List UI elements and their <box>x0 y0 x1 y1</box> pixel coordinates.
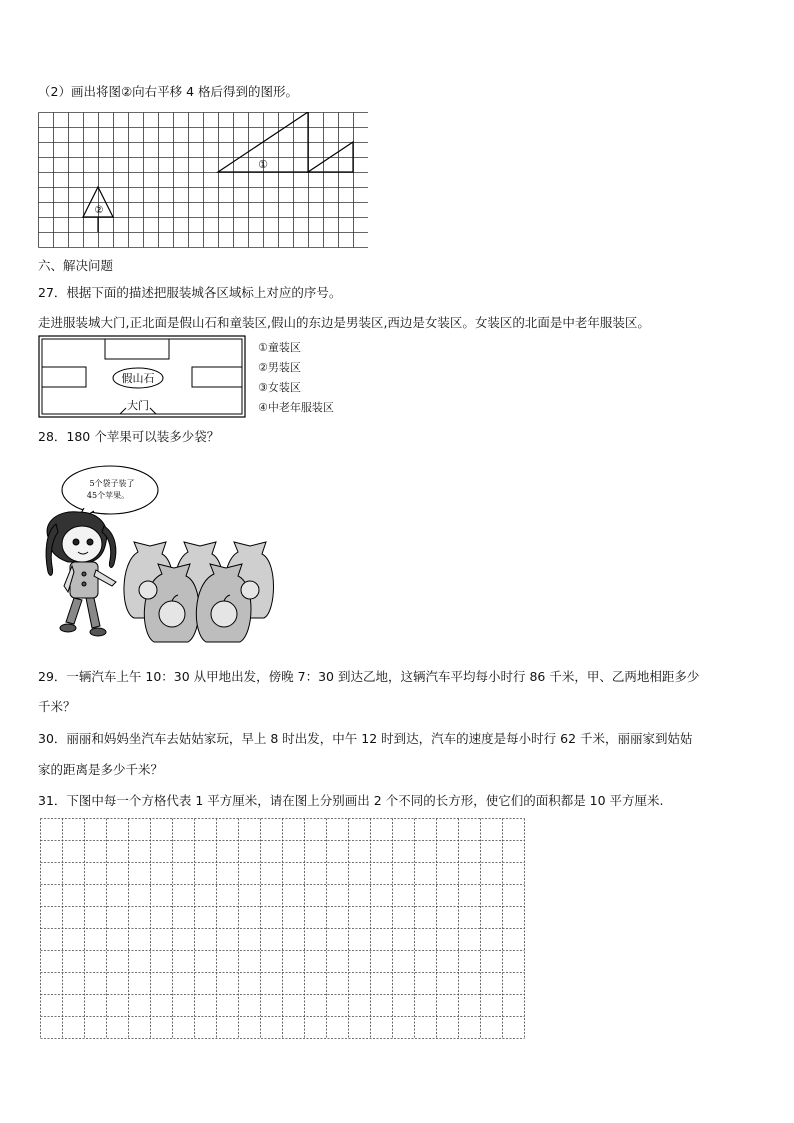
bubble-line-2: 45个苹果。 <box>86 491 130 500</box>
translation-grid[interactable] <box>38 112 368 248</box>
legend-option-4: ④中老年服装区 <box>258 401 334 414</box>
west-zone-box[interactable] <box>42 367 86 387</box>
rockery-label: 假山石 <box>121 372 155 385</box>
section-heading: 六、解决问题 <box>38 258 114 273</box>
q30-line-1: 30．丽丽和妈妈坐汽车去姑姑家玩，早上 8 时出发，中午 12 时到达，汽车的速度是每小时行 62 千米，丽丽家到姑姑 <box>38 731 693 746</box>
legend-option-2: ②男装区 <box>258 361 301 374</box>
q29-line-1: 29．一辆汽车上午 10：30 从甲地出发，傍晚 7：30 到达乙地，这辆汽车平均每小时行 86 千米，甲、乙两地相距多少 <box>38 669 700 684</box>
shape-1-small-triangle <box>308 142 353 172</box>
q29-line-2: 千米？ <box>38 699 76 714</box>
north-zone-box[interactable] <box>105 339 169 359</box>
legend-option-1: ①童装区 <box>258 341 301 354</box>
clothing-mall-map[interactable] <box>38 335 248 419</box>
q27-title: 27．根据下面的描述把服装城各区域标上对应的序号。 <box>38 285 342 300</box>
girl-figure <box>46 512 116 636</box>
gate-mark-left <box>120 408 126 414</box>
area-drawing-grid[interactable] <box>40 818 530 1042</box>
q27-description: 走进服装城大门,正北面是假山石和童装区,假山的东边是男装区,西边是女装区。女装区的北面是中老年服装区。 <box>38 315 650 330</box>
bubble-line-1: 5个袋子装了 <box>89 479 135 488</box>
gate-label: 大门 <box>127 399 149 412</box>
shape-1-label: ① <box>258 158 268 171</box>
east-zone-box[interactable] <box>192 367 242 387</box>
q30-line-2: 家的距离是多少千米？ <box>38 762 164 777</box>
part2-instruction: （2）画出将图②向右平移 4 格后得到的图形。 <box>38 84 299 99</box>
apple-bags <box>124 542 274 642</box>
apple-bags-illustration <box>38 462 298 652</box>
shape-2-label: ② <box>94 205 104 216</box>
gate-mark-right <box>150 408 156 414</box>
q28-title: 28．180 个苹果可以装多少袋？ <box>38 429 220 444</box>
legend-option-3: ③女装区 <box>258 381 301 394</box>
q31-title: 31．下图中每一个方格代表 1 平方厘米，请在图上分别画出 2 个不同的长方形，使它们的面积都是 10 平方厘米. <box>38 793 664 808</box>
